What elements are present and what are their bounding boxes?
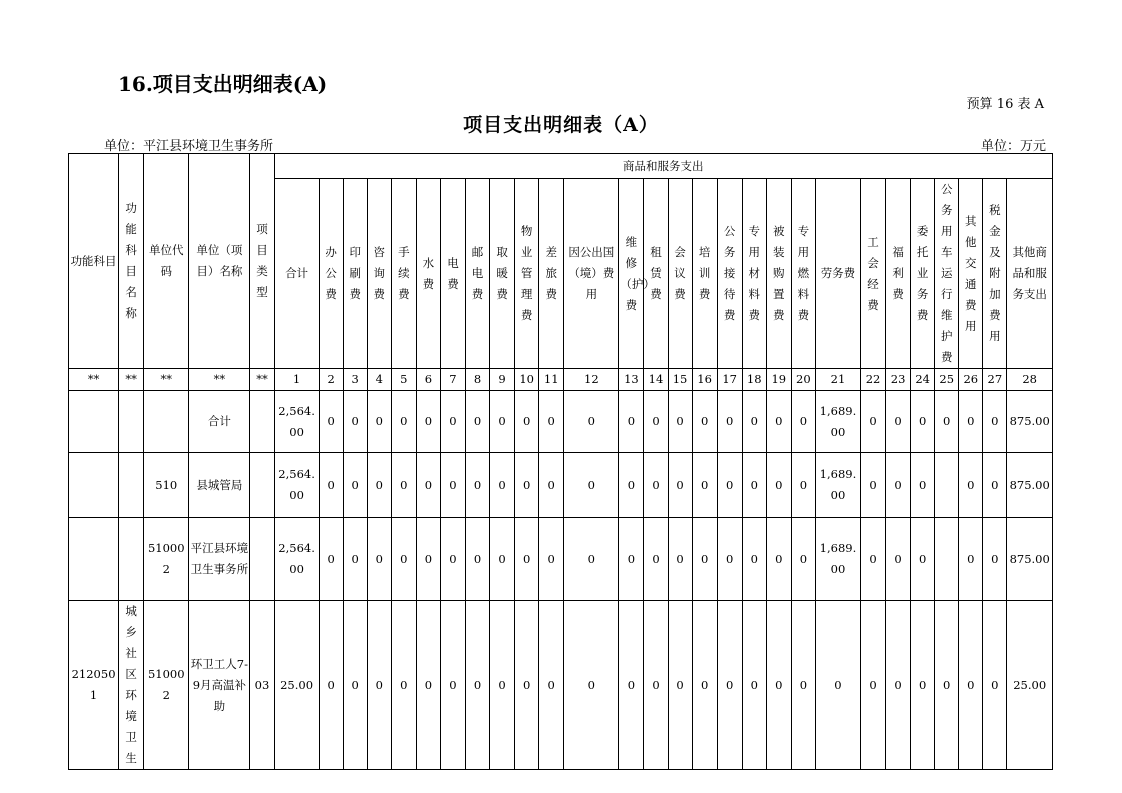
header-col-5: 手续费 bbox=[391, 179, 416, 369]
cell-value: 0 bbox=[343, 453, 367, 518]
cell-value: 0 bbox=[692, 518, 717, 601]
index-num: 12 bbox=[564, 369, 619, 391]
cell-value: 0 bbox=[391, 601, 416, 770]
cell-value: 875.00 bbox=[1007, 453, 1053, 518]
cell-unit-code: 510002 bbox=[144, 601, 189, 770]
cell-value: 0 bbox=[911, 518, 935, 601]
cell-value: 0 bbox=[539, 518, 564, 601]
cell-value: 0 bbox=[886, 391, 911, 453]
index-num: 1 bbox=[274, 369, 319, 391]
cell-value: 0 bbox=[692, 391, 717, 453]
cell-value: 0 bbox=[515, 391, 539, 453]
cell-value: 0 bbox=[668, 453, 692, 518]
cell-value: 875.00 bbox=[1007, 518, 1053, 601]
header-col-8: 邮电费 bbox=[466, 179, 490, 369]
cell-unit-name: 平江县环境卫生事务所 bbox=[189, 518, 250, 601]
index-row bbox=[69, 369, 1053, 391]
cell-value: 0 bbox=[466, 391, 490, 453]
header-col-23: 福利费 bbox=[886, 179, 911, 369]
cell-value: 0 bbox=[490, 601, 515, 770]
cell-value: 0 bbox=[343, 601, 367, 770]
header-col-28: 其他商品和服务支出 bbox=[1007, 179, 1053, 369]
cell-value: 0 bbox=[861, 453, 886, 518]
index-mark: ** bbox=[119, 369, 144, 391]
cell-unit-name: 县城管局 bbox=[189, 453, 250, 518]
index-num: 17 bbox=[717, 369, 742, 391]
cell-value: 0 bbox=[861, 601, 886, 770]
index-num: 18 bbox=[742, 369, 766, 391]
cell-value: 0 bbox=[935, 601, 959, 770]
main-title: 项目支出明细表（A） bbox=[463, 114, 659, 136]
table-row bbox=[69, 391, 1053, 453]
index-num: 6 bbox=[416, 369, 440, 391]
cell-value: 0 bbox=[440, 601, 465, 770]
cell-value: 0 bbox=[319, 453, 343, 518]
cell-functional-code bbox=[69, 391, 119, 453]
table-row bbox=[69, 601, 1053, 770]
index-num: 25 bbox=[935, 369, 959, 391]
cell-value: 0 bbox=[515, 601, 539, 770]
cell-value: 0 bbox=[343, 391, 367, 453]
cell-value: 0 bbox=[644, 453, 668, 518]
cell-value: 0 bbox=[367, 453, 391, 518]
cell-value: 0 bbox=[886, 453, 911, 518]
index-num: 7 bbox=[440, 369, 465, 391]
cell-value: 0 bbox=[692, 601, 717, 770]
header-col-22: 工会经费 bbox=[861, 179, 886, 369]
header-col-12: 因公出国（境）费用 bbox=[564, 179, 619, 369]
table-row bbox=[69, 453, 1053, 518]
header-col-7: 电费 bbox=[440, 179, 465, 369]
header-project-type: 项目类型 bbox=[250, 154, 274, 369]
cell-subject-name bbox=[119, 453, 144, 518]
cell-value: 0 bbox=[391, 453, 416, 518]
cell-functional-code bbox=[69, 518, 119, 601]
cell-value: 0 bbox=[861, 391, 886, 453]
cell-value: 0 bbox=[343, 518, 367, 601]
cell-value: 0 bbox=[668, 518, 692, 601]
cell-value: 0 bbox=[717, 453, 742, 518]
cell-value: 0 bbox=[490, 391, 515, 453]
cell-value: 0 bbox=[539, 391, 564, 453]
header-col-3: 印刷费 bbox=[343, 179, 367, 369]
header-col-18: 专用材料费 bbox=[742, 179, 766, 369]
cell-value: 0 bbox=[367, 391, 391, 453]
cell-value: 2,564.00 bbox=[274, 453, 319, 518]
cell-value: 0 bbox=[935, 391, 959, 453]
cell-value: 0 bbox=[416, 518, 440, 601]
cell-value: 0 bbox=[619, 601, 644, 770]
cell-value: 0 bbox=[886, 601, 911, 770]
cell-value: 0 bbox=[440, 453, 465, 518]
header-col-19: 被装购置费 bbox=[766, 179, 791, 369]
index-num: 28 bbox=[1007, 369, 1053, 391]
cell-value: 0 bbox=[416, 601, 440, 770]
header-col-20: 专用燃料费 bbox=[791, 179, 815, 369]
index-mark: ** bbox=[144, 369, 189, 391]
cell-value: 1,689.00 bbox=[815, 518, 860, 601]
cell-value: 0 bbox=[983, 391, 1007, 453]
cell-value: 0 bbox=[619, 453, 644, 518]
cell-value: 0 bbox=[815, 601, 860, 770]
cell-value: 0 bbox=[440, 518, 465, 601]
cell-value: 0 bbox=[861, 518, 886, 601]
cell-value: 25.00 bbox=[274, 601, 319, 770]
header-functional-subject: 功能科目 bbox=[69, 154, 119, 369]
header-row-group bbox=[69, 154, 1053, 179]
index-num: 5 bbox=[391, 369, 416, 391]
cell-value: 0 bbox=[742, 391, 766, 453]
header-col-14: 租赁费 bbox=[644, 179, 668, 369]
cell-value: 0 bbox=[564, 453, 619, 518]
cell-value: 0 bbox=[515, 518, 539, 601]
index-num: 21 bbox=[815, 369, 860, 391]
cell-value: 0 bbox=[766, 391, 791, 453]
cell-value: 0 bbox=[539, 601, 564, 770]
index-num: 13 bbox=[619, 369, 644, 391]
form-code: 预算 16 表 A bbox=[966, 97, 1044, 112]
index-num: 22 bbox=[861, 369, 886, 391]
cell-value: 875.00 bbox=[1007, 391, 1053, 453]
cell-value: 0 bbox=[983, 453, 1007, 518]
cell-value bbox=[935, 518, 959, 601]
cell-value: 0 bbox=[791, 391, 815, 453]
cell-value: 0 bbox=[644, 601, 668, 770]
cell-value: 0 bbox=[886, 518, 911, 601]
index-num: 20 bbox=[791, 369, 815, 391]
header-col-21: 劳务费 bbox=[815, 179, 860, 369]
cell-value: 0 bbox=[644, 518, 668, 601]
cell-value: 0 bbox=[911, 453, 935, 518]
header-col-11: 差旅费 bbox=[539, 179, 564, 369]
cell-unit-code bbox=[144, 391, 189, 453]
header-col-4: 咨询费 bbox=[367, 179, 391, 369]
index-num: 24 bbox=[911, 369, 935, 391]
unit-label-right: 单位：万元 bbox=[980, 139, 1046, 154]
cell-functional-code: 2120501 bbox=[69, 601, 119, 770]
cell-value: 0 bbox=[319, 601, 343, 770]
cell-value: 2,564.00 bbox=[274, 518, 319, 601]
cell-value: 0 bbox=[367, 601, 391, 770]
header-unit-name: 单位（项目）名称 bbox=[189, 154, 250, 369]
cell-value: 0 bbox=[668, 601, 692, 770]
header-unit-code: 单位代码 bbox=[144, 154, 189, 369]
cell-value: 0 bbox=[564, 601, 619, 770]
cell-value: 0 bbox=[717, 391, 742, 453]
table-row bbox=[69, 518, 1053, 601]
cell-value: 0 bbox=[319, 391, 343, 453]
cell-value: 0 bbox=[367, 518, 391, 601]
cell-value: 0 bbox=[644, 391, 668, 453]
cell-value: 0 bbox=[911, 391, 935, 453]
cell-value: 0 bbox=[416, 391, 440, 453]
index-num: 19 bbox=[766, 369, 791, 391]
index-num: 23 bbox=[886, 369, 911, 391]
index-num: 4 bbox=[367, 369, 391, 391]
cell-value: 0 bbox=[619, 391, 644, 453]
cell-value: 0 bbox=[466, 601, 490, 770]
cell-value: 0 bbox=[391, 391, 416, 453]
cell-value: 0 bbox=[742, 518, 766, 601]
cell-value: 0 bbox=[515, 453, 539, 518]
unit-label-left: 单位：平江县环境卫生事务所 bbox=[104, 139, 274, 154]
cell-value: 0 bbox=[490, 518, 515, 601]
header-col-16: 培训费 bbox=[692, 179, 717, 369]
index-num: 10 bbox=[515, 369, 539, 391]
cell-unit-code: 510002 bbox=[144, 518, 189, 601]
cell-value: 0 bbox=[766, 518, 791, 601]
cell-value: 0 bbox=[416, 453, 440, 518]
cell-project-type bbox=[250, 453, 274, 518]
cell-value: 0 bbox=[791, 453, 815, 518]
cell-value: 0 bbox=[959, 391, 983, 453]
cell-value: 0 bbox=[742, 453, 766, 518]
index-num: 11 bbox=[539, 369, 564, 391]
index-num: 15 bbox=[668, 369, 692, 391]
cell-value: 25.00 bbox=[1007, 601, 1053, 770]
cell-value: 0 bbox=[766, 601, 791, 770]
cell-value: 2,564.00 bbox=[274, 391, 319, 453]
cell-value: 0 bbox=[911, 601, 935, 770]
cell-subject-name: 城乡社区环境卫生 bbox=[119, 601, 144, 770]
cell-subject-name bbox=[119, 518, 144, 601]
header-col-10: 物业管理费 bbox=[515, 179, 539, 369]
cell-value: 0 bbox=[717, 518, 742, 601]
cell-value: 1,689.00 bbox=[815, 391, 860, 453]
cell-value: 0 bbox=[983, 518, 1007, 601]
index-mark: ** bbox=[69, 369, 119, 391]
expenditure-table bbox=[68, 153, 1053, 770]
cell-value: 0 bbox=[717, 601, 742, 770]
index-num: 9 bbox=[490, 369, 515, 391]
cell-value: 0 bbox=[983, 601, 1007, 770]
cell-functional-code bbox=[69, 453, 119, 518]
header-col-25: 公务用车运行维护费 bbox=[935, 179, 959, 369]
header-col-2: 办公费 bbox=[319, 179, 343, 369]
index-num: 14 bbox=[644, 369, 668, 391]
header-col-13: 维修（护）费 bbox=[619, 179, 644, 369]
section-title: 16.项目支出明细表(A) bbox=[118, 72, 328, 96]
index-num: 8 bbox=[466, 369, 490, 391]
cell-value: 0 bbox=[959, 601, 983, 770]
cell-value: 0 bbox=[692, 453, 717, 518]
cell-value: 0 bbox=[668, 391, 692, 453]
index-num: 16 bbox=[692, 369, 717, 391]
header-col-27: 税金及附加费用 bbox=[983, 179, 1007, 369]
header-col-6: 水费 bbox=[416, 179, 440, 369]
header-col-24: 委托业务费 bbox=[911, 179, 935, 369]
header-col-17: 公务接待费 bbox=[717, 179, 742, 369]
cell-value: 0 bbox=[619, 518, 644, 601]
header-col-15: 会议费 bbox=[668, 179, 692, 369]
header-col-26: 其他交通费用 bbox=[959, 179, 983, 369]
cell-value: 0 bbox=[466, 518, 490, 601]
cell-project-type bbox=[250, 518, 274, 601]
cell-value: 0 bbox=[564, 391, 619, 453]
header-col-1: 合计 bbox=[274, 179, 319, 369]
cell-value: 0 bbox=[959, 453, 983, 518]
cell-value: 0 bbox=[490, 453, 515, 518]
index-num: 2 bbox=[319, 369, 343, 391]
cell-value: 0 bbox=[766, 453, 791, 518]
cell-value: 0 bbox=[564, 518, 619, 601]
cell-value: 0 bbox=[742, 601, 766, 770]
cell-value: 0 bbox=[959, 518, 983, 601]
index-num: 26 bbox=[959, 369, 983, 391]
cell-project-type bbox=[250, 391, 274, 453]
cell-subject-name bbox=[119, 391, 144, 453]
cell-value: 0 bbox=[791, 518, 815, 601]
header-goods-services-group: 商品和服务支出 bbox=[274, 154, 1052, 179]
cell-project-type: 03 bbox=[250, 601, 274, 770]
header-col-9: 取暖费 bbox=[490, 179, 515, 369]
cell-value: 0 bbox=[319, 518, 343, 601]
cell-value: 0 bbox=[391, 518, 416, 601]
cell-value: 1,689.00 bbox=[815, 453, 860, 518]
index-mark: ** bbox=[250, 369, 274, 391]
index-mark: ** bbox=[189, 369, 250, 391]
cell-value: 0 bbox=[466, 453, 490, 518]
cell-value bbox=[935, 453, 959, 518]
index-num: 27 bbox=[983, 369, 1007, 391]
cell-value: 0 bbox=[539, 453, 564, 518]
cell-unit-name: 合计 bbox=[189, 391, 250, 453]
cell-value: 0 bbox=[440, 391, 465, 453]
index-num: 3 bbox=[343, 369, 367, 391]
cell-value: 0 bbox=[791, 601, 815, 770]
cell-unit-name: 环卫工人7-9月高温补助 bbox=[189, 601, 250, 770]
cell-unit-code: 510 bbox=[144, 453, 189, 518]
header-functional-subject-name: 功能科目名称 bbox=[119, 154, 144, 369]
